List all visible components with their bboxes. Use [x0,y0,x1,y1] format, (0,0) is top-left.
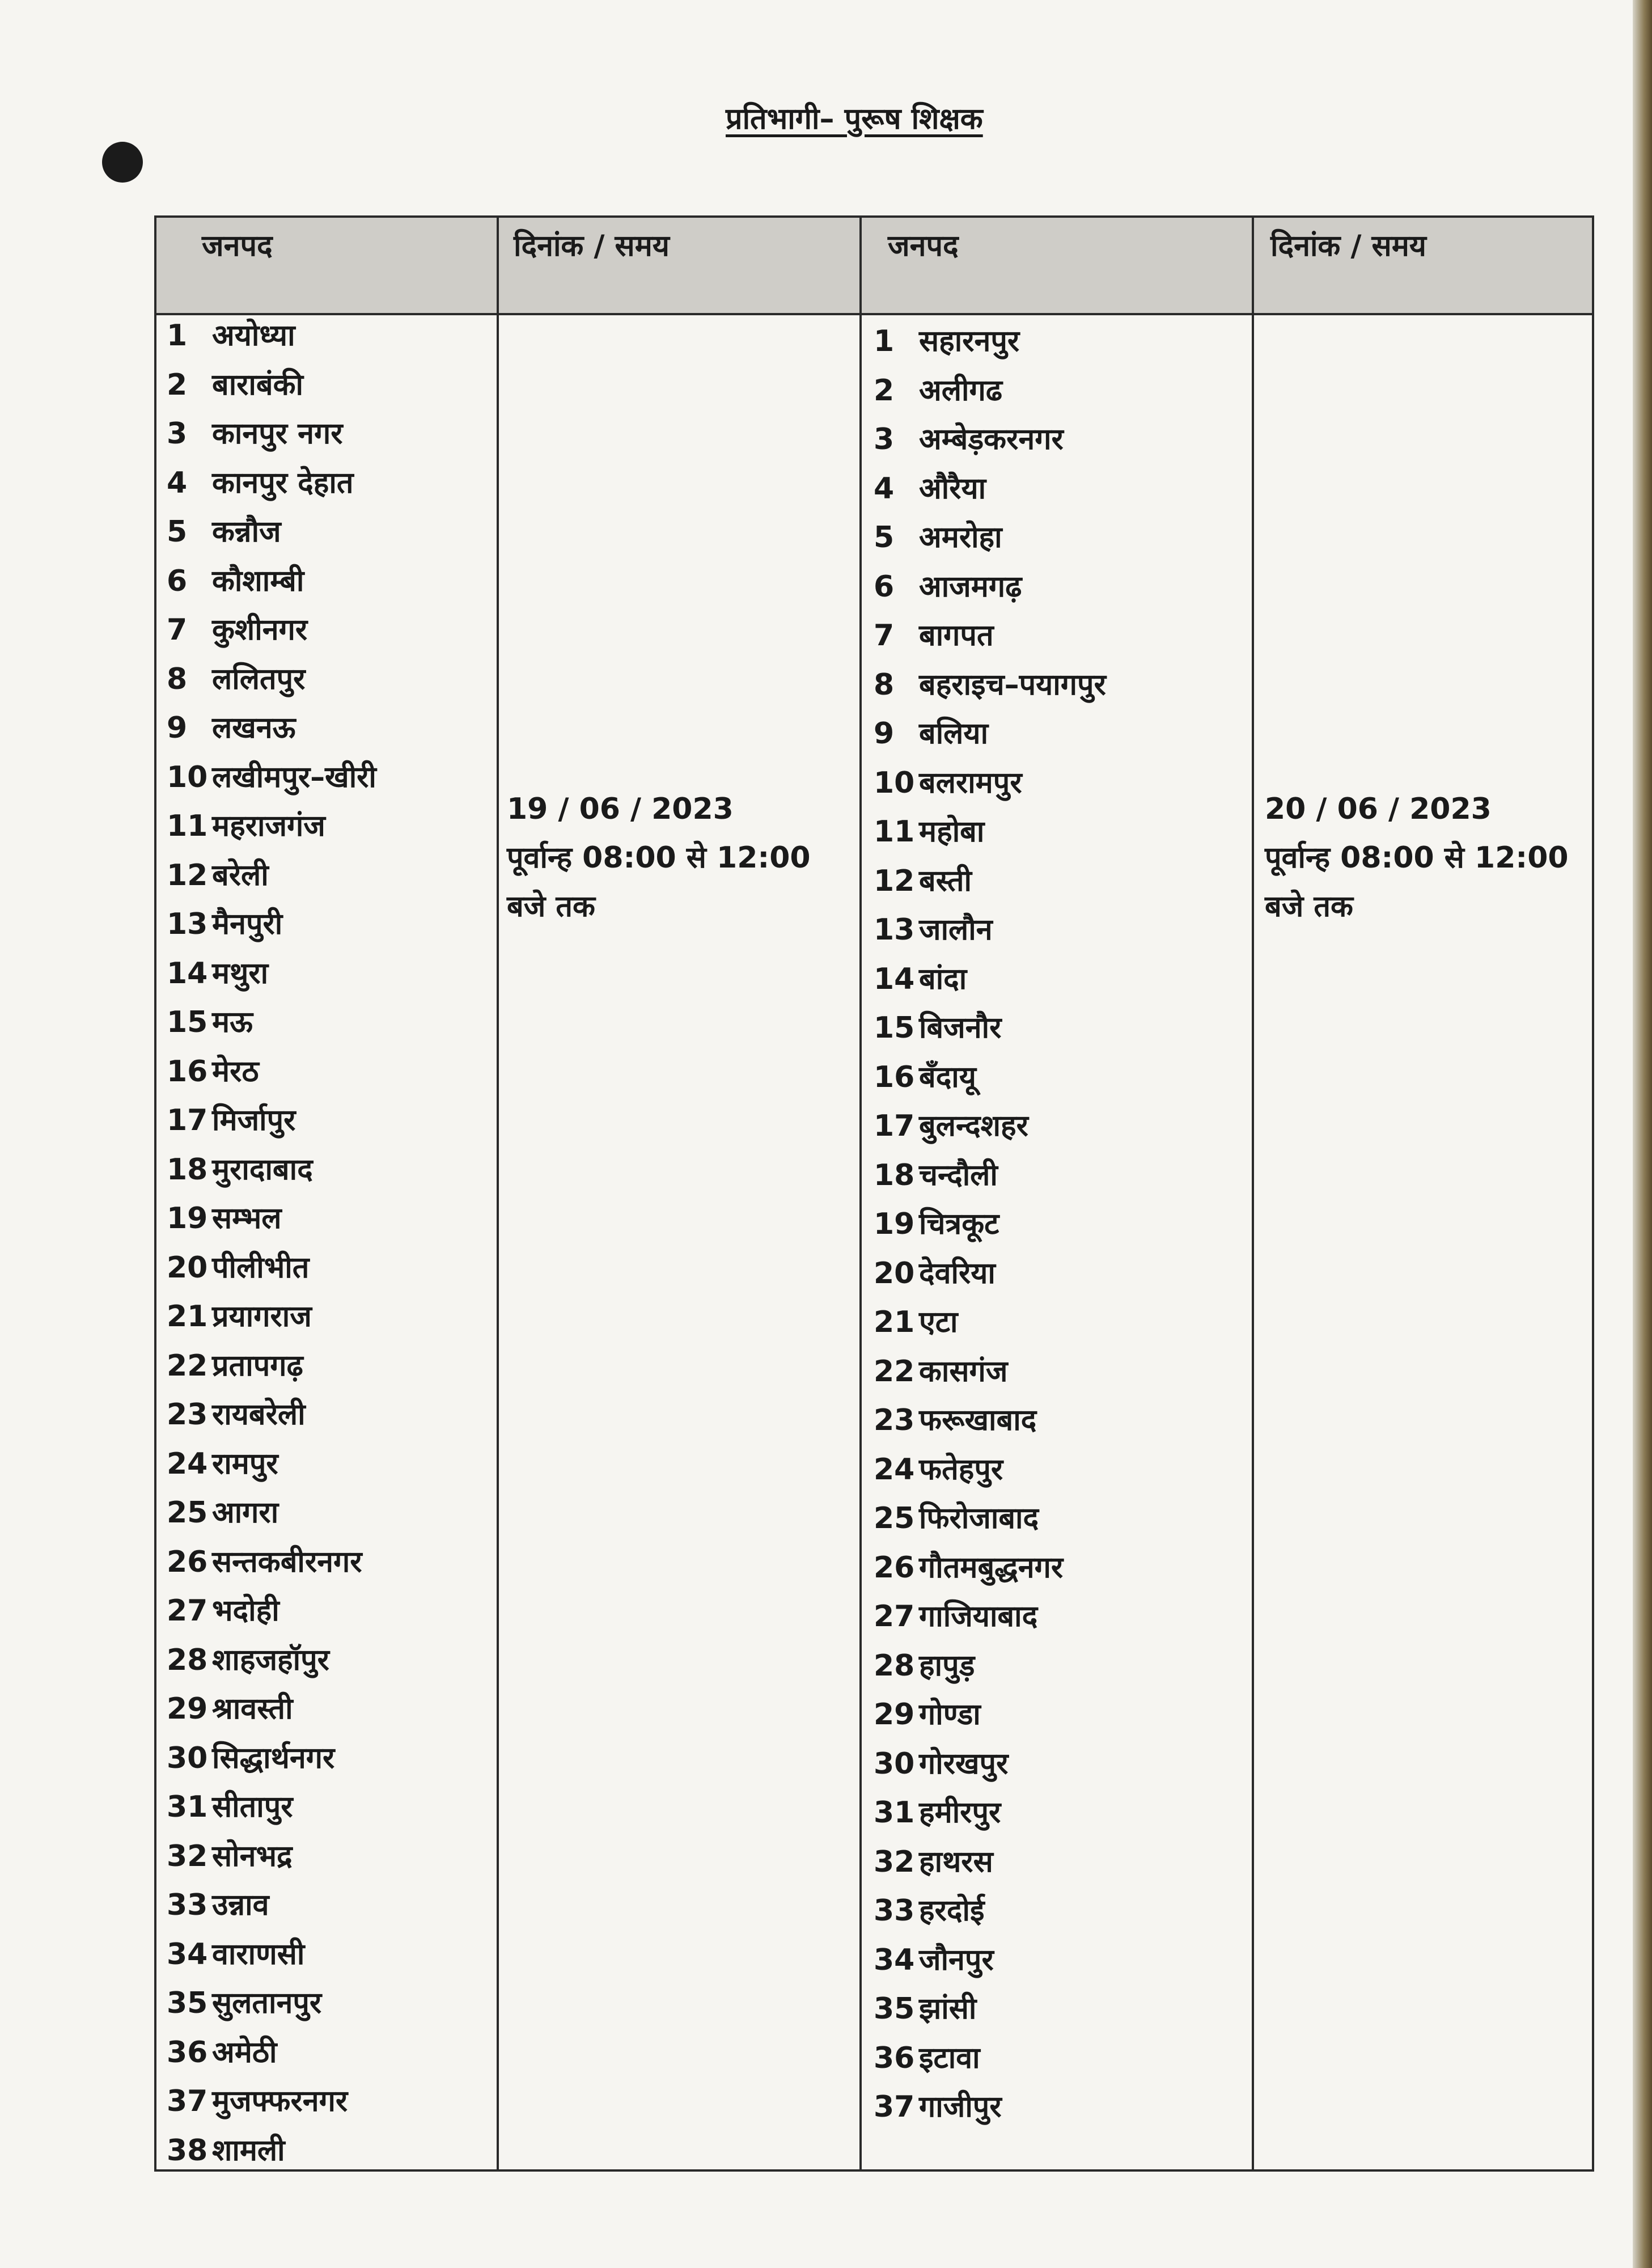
schedule-left [507,785,811,931]
district-number: 28 [167,1643,208,1677]
schedule-table [154,215,1594,2172]
district-row [874,857,1106,906]
district-row [874,464,1106,514]
district-number: 22 [167,1348,208,1383]
district-row [874,1200,1106,1249]
column-divider [1252,218,1254,2169]
district-row [167,2126,376,2176]
district-row [874,1936,1106,1985]
district-row [167,1881,376,1930]
district-row [874,1788,1106,1838]
district-number: 35 [874,1992,915,2026]
district-number: 11 [874,815,915,849]
district-row [167,1145,376,1195]
district-name: कन्नौज [212,515,281,549]
district-name: बलिया [919,717,989,751]
district-name: प्रयागराज [212,1300,312,1334]
district-number: 15 [874,1011,915,1045]
district-row [874,317,1106,366]
page-title: प्रतिभागी– पुरूष शिक्षक [726,102,983,136]
district-number: 2 [167,367,188,402]
district-list-right [874,317,1106,2132]
district-name: सन्तकबीरनगर [212,1545,362,1579]
district-name: आजमगढ़ [919,569,1022,604]
district-row [167,1734,376,1783]
district-name: मेरठ [212,1054,259,1089]
district-name: गौतमबुद्धनगर [919,1550,1064,1585]
district-list-left [167,311,376,2175]
district-name: झांसी [919,1992,977,2026]
district-row [167,1783,376,1832]
district-row [167,1979,376,2028]
district-number: 38 [167,2133,208,2168]
district-name: बुलन्दशहर [919,1109,1028,1143]
district-row [874,1445,1106,1495]
district-number: 32 [167,1839,208,1873]
district-number: 26 [874,1550,915,1585]
district-number: 28 [874,1648,915,1683]
district-name: मथुरा [212,956,269,991]
district-name: कुशीनगर [212,613,308,647]
district-number: 8 [167,662,188,696]
district-number: 5 [167,515,188,549]
district-number: 26 [167,1545,208,1579]
district-number: 29 [874,1698,915,1732]
district-number: 13 [167,907,208,941]
district-row [167,1292,376,1342]
district-number: 14 [167,956,208,991]
district-name: फतेहपुर [919,1452,1003,1487]
exam-date: 19 / 06 / 2023 [507,792,734,826]
district-number: 36 [167,2035,208,2070]
exam-date: 20 / 06 / 2023 [1265,792,1492,826]
district-number: 21 [167,1300,208,1334]
district-number: 36 [874,2041,915,2075]
district-row [874,1053,1106,1102]
district-number: 1 [874,324,895,358]
district-row [874,1249,1106,1298]
district-row [167,2077,376,2126]
district-number: 17 [874,1109,915,1143]
district-number: 6 [167,564,188,598]
district-name: लखीमपुर–खीरी [212,760,376,794]
district-number: 18 [167,1152,208,1187]
district-name: अयोध्या [212,319,295,353]
district-number: 10 [167,760,208,794]
district-row [874,955,1106,1004]
district-row [874,1690,1106,1740]
district-name: अलीगढ [919,373,1003,408]
district-name: सिद्धार्थनगर [212,1741,335,1775]
district-row [874,1151,1106,1200]
district-name: शामली [212,2133,285,2168]
district-name: श्रावस्ती [212,1692,293,1726]
district-number: 9 [167,711,188,745]
district-number: 2 [874,373,895,408]
district-row [874,905,1106,955]
district-row [167,1832,376,1881]
district-name: बँदायू [919,1060,976,1094]
district-name: बलरामपुर [919,765,1022,800]
district-name: लखनऊ [212,711,296,745]
district-row [874,1396,1106,1445]
district-row [874,2083,1106,2132]
district-name: फरूखाबाद [919,1403,1037,1437]
district-number: 3 [874,422,895,456]
district-number: 25 [874,1501,915,1535]
district-name: गाजीपुर [919,2090,1002,2124]
header-date-time-left: दिनांक / समय [514,229,670,263]
district-row [167,1390,376,1440]
district-row [167,1538,376,1587]
district-number: 21 [874,1305,915,1339]
district-number: 11 [167,809,208,843]
district-row [874,709,1106,759]
district-row [167,1440,376,1489]
district-row [874,661,1106,710]
district-name: चित्रकूट [919,1207,999,1241]
district-number: 34 [167,1937,208,1971]
district-number: 12 [874,864,915,898]
district-row [874,2034,1106,2083]
district-number: 14 [874,962,915,996]
district-row [167,606,376,655]
district-number: 7 [874,619,895,653]
district-row [874,1543,1106,1593]
district-row [167,311,376,361]
district-name: बरेली [212,858,269,892]
district-row [874,1641,1106,1691]
district-name: सम्भल [212,1201,282,1235]
district-row [167,1685,376,1734]
district-row [167,655,376,704]
district-name: बिजनौर [919,1011,1002,1045]
column-divider [859,218,862,2169]
district-row [167,1096,376,1145]
district-name: हाथरस [919,1844,993,1879]
district-row [874,1347,1106,1397]
district-name: इटावा [919,2041,980,2075]
district-name: सुलतानपुर [212,1986,322,2020]
district-name: भदोही [212,1594,279,1628]
district-name: कानपुर नगर [212,417,343,451]
district-row [167,557,376,606]
district-row [874,1494,1106,1543]
district-name: ललितपुर [212,662,306,696]
district-row [167,900,376,949]
district-row [167,1636,376,1685]
district-number: 33 [874,1894,915,1928]
district-row [167,409,376,459]
district-number: 16 [874,1060,915,1094]
district-name: बहराइच–पयागपुर [919,667,1106,702]
district-name: उन्नाव [212,1888,269,1922]
district-row [167,851,376,900]
district-row [167,459,376,508]
district-name: हरदोई [919,1894,985,1928]
exam-time-suffix: बजे तक [507,890,595,924]
district-name: बांदा [919,962,967,996]
district-number: 10 [874,765,915,800]
district-row [874,807,1106,857]
district-number: 30 [167,1741,208,1775]
header-district-right: जनपद [888,229,959,263]
district-number: 27 [874,1600,915,1634]
district-name: कासगंज [919,1354,1008,1389]
district-row [167,704,376,753]
punch-hole [102,142,143,183]
district-name: महोबा [919,815,985,849]
district-number: 23 [167,1398,208,1432]
district-number: 18 [874,1158,915,1192]
district-number: 32 [874,1844,915,1879]
district-number: 4 [167,466,188,500]
district-name: सीतापुर [212,1790,293,1824]
district-row [167,1342,376,1391]
district-row [874,513,1106,562]
district-number: 7 [167,613,188,647]
district-number: 25 [167,1496,208,1530]
district-name: आगरा [212,1496,279,1530]
district-row [874,1740,1106,1789]
district-name: गाजियाबाद [919,1600,1038,1634]
district-row [874,1886,1106,1936]
district-row [167,1047,376,1097]
district-name: फिरोजाबाद [919,1501,1039,1535]
district-row [874,1298,1106,1347]
district-row [167,802,376,851]
district-row [874,562,1106,612]
district-number: 37 [167,2084,208,2118]
district-name: कानपुर देहात [212,466,354,500]
district-row [167,1586,376,1636]
district-row [874,1004,1106,1053]
column-divider [497,218,499,2169]
district-number: 3 [167,417,188,451]
district-number: 9 [874,717,895,751]
district-number: 4 [874,471,895,506]
district-number: 22 [874,1354,915,1389]
district-name: सोनभद्र [212,1839,293,1873]
district-name: बाराबंकी [212,367,303,402]
district-row [874,1984,1106,2034]
district-number: 37 [874,2090,915,2124]
district-name: मैनपुरी [212,907,283,941]
district-name: महराजगंज [212,809,325,843]
district-name: औरैया [919,471,986,506]
district-number: 19 [874,1207,915,1241]
district-name: जौनपुर [919,1943,994,1977]
district-name: जालौन [919,913,993,947]
district-number: 31 [167,1790,208,1824]
district-name: मिर्जापुर [212,1103,296,1137]
district-name: एटा [919,1305,958,1339]
district-name: चन्दौली [919,1158,998,1192]
district-row [874,611,1106,661]
district-name: गोरखपुर [919,1746,1009,1781]
district-name: शाहजहॉपुर [212,1643,329,1677]
district-number: 12 [167,858,208,892]
district-name: मुरादाबाद [212,1152,313,1187]
district-number: 6 [874,569,895,604]
district-number: 20 [167,1250,208,1285]
district-name: अमरोहा [919,521,1002,555]
district-name: अम्बेड़करनगर [919,422,1064,456]
schedule-right [1265,785,1569,931]
district-name: अमेठी [212,2035,277,2070]
district-row [874,759,1106,808]
district-name: सहारनपुर [919,324,1020,358]
district-name: रायबरेली [212,1398,306,1432]
district-name: देवरिया [919,1256,996,1290]
district-number: 19 [167,1201,208,1235]
district-number: 33 [167,1888,208,1922]
district-name: पीलीभीत [212,1250,310,1285]
district-row [167,2028,376,2077]
district-name: बस्ती [919,864,972,898]
district-number: 35 [167,1986,208,2020]
district-name: वाराणसी [212,1937,305,1971]
district-number: 15 [167,1005,208,1039]
exam-time: पूर्वान्ह 08:00 से 12:00 [1265,841,1569,875]
district-row [167,507,376,557]
district-row [167,1488,376,1538]
district-number: 17 [167,1103,208,1137]
district-number: 16 [167,1054,208,1089]
district-number: 34 [874,1943,915,1977]
district-row [874,366,1106,416]
district-number: 20 [874,1256,915,1290]
district-name: कौशाम्बी [212,564,304,598]
page-edge-shadow [1633,0,1652,2268]
district-name: रामपुर [212,1446,278,1481]
district-row [167,1194,376,1243]
district-name: मऊ [212,1005,253,1039]
header-district-left: जनपद [202,229,273,263]
district-name: हापुड़ [919,1648,975,1683]
district-row [167,1243,376,1293]
district-row [874,1592,1106,1641]
district-number: 29 [167,1692,208,1726]
district-name: हमीरपुर [919,1796,1001,1830]
district-row [167,998,376,1047]
district-number: 23 [874,1403,915,1437]
header-date-time-right: दिनांक / समय [1270,229,1426,263]
district-row [167,753,376,802]
district-row [874,1102,1106,1151]
district-row [874,1838,1106,1887]
district-name: प्रतापगढ़ [212,1348,303,1383]
district-number: 30 [874,1746,915,1781]
district-row [167,361,376,410]
district-number: 27 [167,1594,208,1628]
district-row [874,415,1106,464]
district-number: 5 [874,521,895,555]
district-number: 8 [874,667,895,702]
exam-time: पूर्वान्ह 08:00 से 12:00 [507,841,811,875]
district-number: 13 [874,913,915,947]
district-name: मुजफ्फरनगर [212,2084,348,2118]
district-number: 24 [167,1446,208,1481]
district-name: गोण्डा [919,1698,981,1732]
district-row [167,949,376,998]
district-name: बागपत [919,619,994,653]
district-number: 24 [874,1452,915,1487]
exam-time-suffix: बजे तक [1265,890,1353,924]
district-number: 31 [874,1796,915,1830]
district-number: 1 [167,319,188,353]
district-row [167,1930,376,1979]
